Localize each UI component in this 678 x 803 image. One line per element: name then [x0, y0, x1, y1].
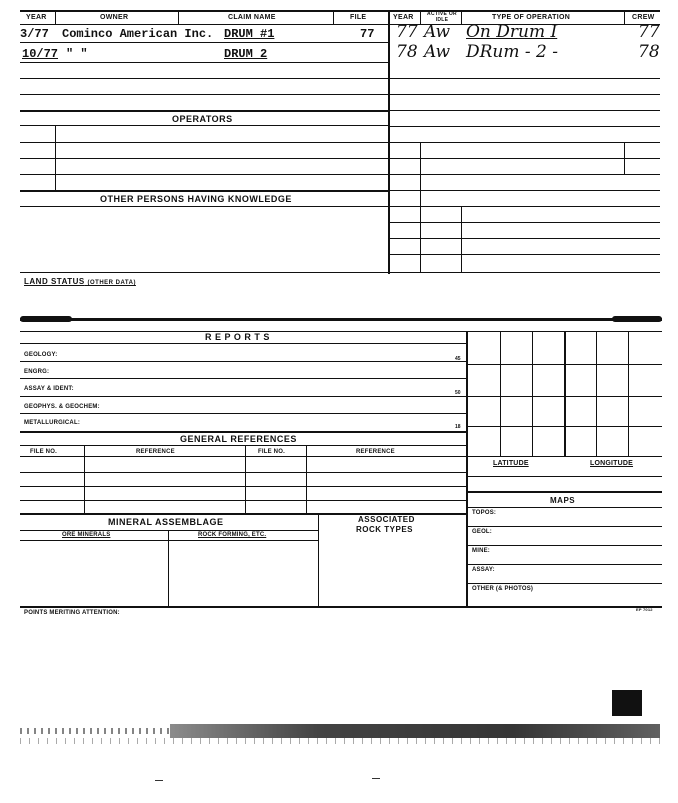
- points-meriting-attention: POINTS MERITING ATTENTION:: [24, 610, 120, 616]
- ops-row2-crew: 78: [638, 42, 660, 62]
- land-status-heading: [24, 277, 136, 286]
- ops-row1-type: On Drum I: [466, 22, 558, 42]
- ops-header-year: YEAR: [393, 14, 414, 21]
- header-year: YEAR: [26, 14, 47, 21]
- ops-row2-type: DRum - 2 -: [466, 42, 559, 62]
- header-claim-name: CLAIM NAME: [228, 14, 276, 21]
- report-assay: ASSAY & IDENT:: [24, 386, 74, 392]
- ops-row1-crew: 77: [638, 22, 660, 42]
- row1-claim-name: DRUM #1: [224, 27, 275, 41]
- rock-types-heading: ROCK TYPES: [356, 525, 414, 534]
- row2-owner: " ": [66, 47, 88, 61]
- row1-file: 77: [360, 27, 375, 41]
- report-assay-num: 50: [455, 390, 461, 396]
- row2-year: 10/77: [22, 47, 59, 61]
- report-metallurgical-num: 18: [455, 424, 461, 430]
- ops-row2-year: 78: [396, 42, 418, 62]
- maps-mine: MINE:: [472, 548, 490, 554]
- general-references-heading: GENERAL REFERENCES: [180, 434, 297, 444]
- ops-header-active: ACTIVE OR IDLE: [427, 11, 457, 23]
- land-status-sub: (OTHER DATA): [87, 280, 136, 286]
- mineral-assemblage-heading: MINERAL ASSEMBLAGE: [108, 517, 224, 527]
- ops-header-crew: CREW: [632, 14, 655, 21]
- report-geology: GEOLOGY:: [24, 352, 58, 358]
- maps-topos: TOPOS:: [472, 510, 497, 516]
- ops-row1-active: Aw: [424, 22, 451, 42]
- maps-heading: MAPS: [550, 496, 576, 505]
- longitude-label: LONGITUDE: [590, 460, 634, 467]
- ops-row2-active: Aw: [424, 42, 451, 62]
- row1-owner: Cominco American Inc.: [62, 27, 214, 41]
- latitude-label: LATITUDE: [493, 460, 529, 467]
- row1-year: 3/77: [20, 27, 49, 41]
- report-geophys: GEOPHYS. & GEOCHEM:: [24, 404, 100, 410]
- operators-heading: OPERATORS: [172, 114, 233, 124]
- land-status-label: LAND STATUS: [24, 277, 85, 286]
- row2-claim-name: DRUM 2: [224, 47, 268, 61]
- ops-header-type: TYPE OF OPERATION: [492, 14, 571, 21]
- reports-heading: R E P O R T S: [205, 332, 270, 342]
- gen-ref-reference-1: REFERENCE: [136, 449, 175, 455]
- rock-forming-header: ROCK FORMING, ETC.: [198, 532, 267, 538]
- report-engrg: ENGRG:: [24, 369, 50, 375]
- header-owner: OWNER: [100, 14, 129, 21]
- ore-minerals-header: ORE MINERALS: [62, 532, 111, 538]
- gen-ref-file-no-2: FILE NO.: [258, 449, 285, 455]
- gen-ref-file-no-1: FILE NO.: [30, 449, 57, 455]
- ops-row1-year: 77: [396, 22, 418, 42]
- associated-heading: ASSOCIATED: [358, 515, 415, 524]
- header-file: FILE: [350, 14, 367, 21]
- maps-other: OTHER (& PHOTOS): [472, 586, 534, 592]
- gen-ref-reference-2: REFERENCE: [356, 449, 395, 455]
- report-metallurgical: METALLURGICAL:: [24, 420, 81, 426]
- form-code: EP 7012: [636, 607, 653, 612]
- maps-assay: ASSAY:: [472, 567, 495, 573]
- report-geology-num: 45: [455, 356, 461, 362]
- other-persons-heading: OTHER PERSONS HAVING KNOWLEDGE: [100, 194, 292, 204]
- maps-geol: GEOL:: [472, 529, 492, 535]
